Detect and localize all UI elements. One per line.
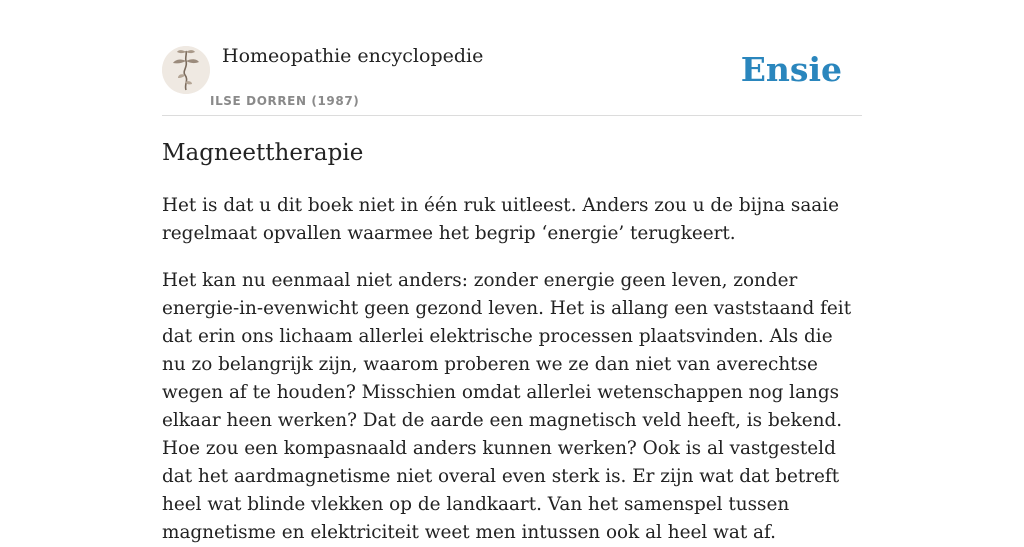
book-logo[interactable]: [162, 46, 210, 94]
article-paragraph: Het is dat u dit boek niet in één ruk uitleest. Anders zou u de bijna saaie regelmaat opvallen waarmee het begrip ‘energie’ terugkeert.: [162, 195, 840, 244]
book-title[interactable]: Homeopathie encyclopedie: [222, 45, 484, 67]
author-label: ILSE DORREN (1987): [210, 94, 360, 108]
brand-logo[interactable]: Ensie: [740, 50, 842, 89]
article-title: Magneettherapie: [162, 140, 364, 166]
header-divider: [162, 115, 862, 116]
article-paragraph: Het kan nu eenmaal niet anders: zonder energie geen leven, zonder energie-in-evenwicht geen gezond leven. Het is allang een vaststaand feit dat erin ons lichaam allerlei elektrische processen plaatsvinden. Als die nu zo belangrijk zijn, waarom proberen we ze dan niet van averechtse wegen af te houden? Misschien omdat allerlei wetenschappen nog langs elkaar heen werken? Dat de aarde een magnetisch veld heeft, is bekend. Hoe zou een kompasnaald anders kunnen werken? Ook is al vastgesteld dat het aardmagnetisme niet overal even sterk is. Er zijn wat dat betreft heel wat blinde vlekken op de landkaart. Van het samenspel tussen magnetisme en elektriciteit weet men intussen ook al heel wat af.: [162, 270, 852, 543]
herb-plant-icon: [162, 46, 210, 94]
